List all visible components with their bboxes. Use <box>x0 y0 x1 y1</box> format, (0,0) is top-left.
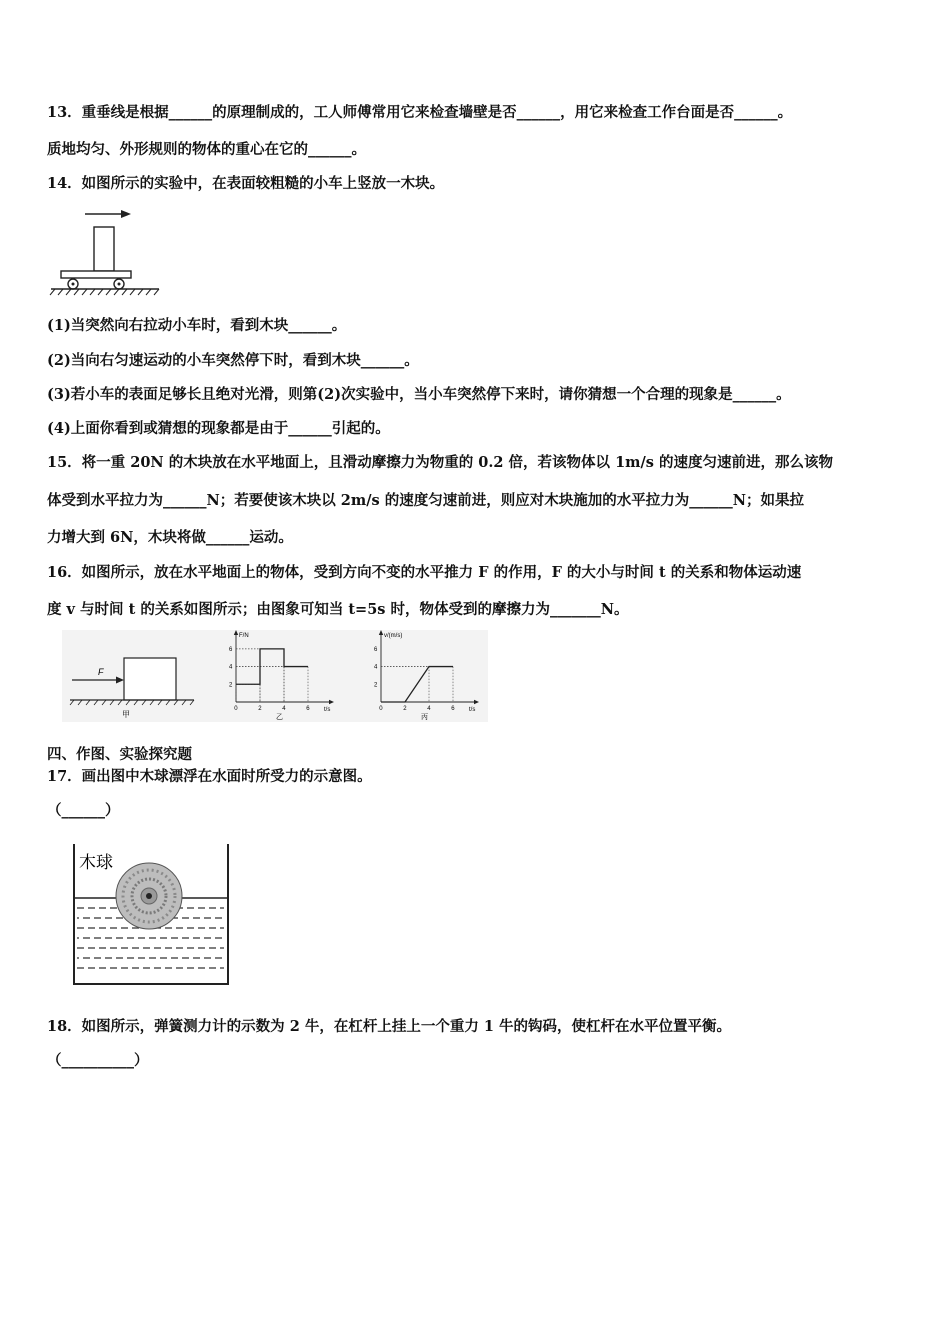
x-tick-label: 6 <box>451 706 455 712</box>
x-tick-label: 0 <box>234 706 238 712</box>
series-line <box>381 667 453 702</box>
q14-part2: (2)当向右匀速运动的小车突然停下时，看到木块______。 <box>47 352 419 369</box>
y-tick-label: 6 <box>374 646 378 653</box>
cart-block-figure <box>47 205 167 297</box>
pull-arrow-head <box>121 210 131 218</box>
q14-part1: (1)当突然向右拉动小车时，看到木块______。 <box>47 317 347 334</box>
y-tick-label: 4 <box>374 664 378 671</box>
x-tick-label: 6 <box>306 706 310 712</box>
q16-line2: 度 v 与时间 t 的关系如图所示；由图象可知当 t=5s 时，物体受到的摩擦力为_______N。 <box>47 601 629 618</box>
y-axis-arrow <box>234 630 238 635</box>
chart-caption: 丙 <box>421 714 428 721</box>
y-tick-label: 2 <box>374 682 378 689</box>
push-arrow-head <box>116 677 124 684</box>
q14-part3: (3)若小车的表面足够长且绝对光滑，则第(2)次实验中，当小车突然停下来时，请你猜想一个合理的现象是______。 <box>47 386 791 403</box>
x-axis-label: t/s <box>324 707 331 713</box>
wooden-block <box>94 227 114 271</box>
q17-answer-blank: （______） <box>47 802 120 819</box>
y-tick-label: 6 <box>229 646 233 653</box>
q15-line1: 15．将一重 20N 的木块放在水平地面上，且滑动摩擦力为物重的 0.2 倍，若该物体以 1m/s 的速度匀速前进，那么该物 <box>47 454 834 471</box>
y-axis-label: F/N <box>239 633 249 639</box>
x-axis-arrow <box>329 700 334 704</box>
section-title: 四、作图、实验探究题 <box>47 746 192 763</box>
chart-caption: 乙 <box>276 714 283 721</box>
x-axis-arrow <box>474 700 479 704</box>
floor-hatch <box>70 700 194 705</box>
x-tick-label: 2 <box>258 706 262 712</box>
x-axis-label: t/s <box>469 707 476 713</box>
y-tick-label: 2 <box>229 682 233 689</box>
pushed-block <box>124 658 176 700</box>
wooden-ball-label: 木球 <box>79 853 113 872</box>
figure-caption-jia: 甲 <box>122 710 130 719</box>
q14-part4: (4)上面你看到或猜想的现象都是由于______引起的。 <box>47 420 390 437</box>
cart-body <box>61 271 131 278</box>
y-axis-arrow <box>379 630 383 635</box>
force-label: F <box>98 667 104 677</box>
force-time-chart <box>222 630 342 722</box>
floating-ball-figure <box>70 838 232 988</box>
velocity-time-chart <box>367 630 487 722</box>
x-tick-label: 2 <box>403 706 407 712</box>
q15-line2: 体受到水平拉力为______N；若要使该木块以 2m/s 的速度匀速前进，则应对木块施加的水平拉力为______N；如果拉 <box>47 492 804 509</box>
q13-line2: 质地均匀、外形规则的物体的重心在它的______。 <box>47 141 366 158</box>
q17-stem: 17．画出图中木球漂浮在水面时所受力的示意图。 <box>47 768 372 785</box>
push-block-figure <box>62 630 202 722</box>
q18-answer-blank: （__________） <box>47 1052 149 1069</box>
y-tick-label: 4 <box>229 664 233 671</box>
ball-center-dot <box>146 893 152 899</box>
x-tick-label: 4 <box>282 706 286 712</box>
q15-line3: 力增大到 6N，木块将做______运动。 <box>47 529 293 546</box>
q18-stem: 18．如图所示，弹簧测力计的示数为 2 牛，在杠杆上挂上一个重力 1 牛的钩码，使杠杆在水平位置平衡。 <box>47 1018 732 1035</box>
y-axis-label: v/(m/s) <box>384 633 403 639</box>
q16-figure-panel <box>62 630 488 722</box>
x-tick-label: 4 <box>427 706 431 712</box>
x-tick-label: 0 <box>379 706 383 712</box>
ground-hatch <box>50 289 159 295</box>
q14-stem: 14．如图所示的实验中，在表面较粗糙的小车上竖放一木块。 <box>47 175 445 192</box>
q16-line1: 16．如图所示，放在水平地面上的物体，受到方向不变的水平推力 F 的作用，F 的大小与时间 t 的关系和物体运动速 <box>47 564 802 581</box>
q13-line1: 13．重垂线是根据______的原理制成的，工人师傅常用它来检查墙壁是否______，用它来检查工作台面是否______。 <box>47 104 793 121</box>
